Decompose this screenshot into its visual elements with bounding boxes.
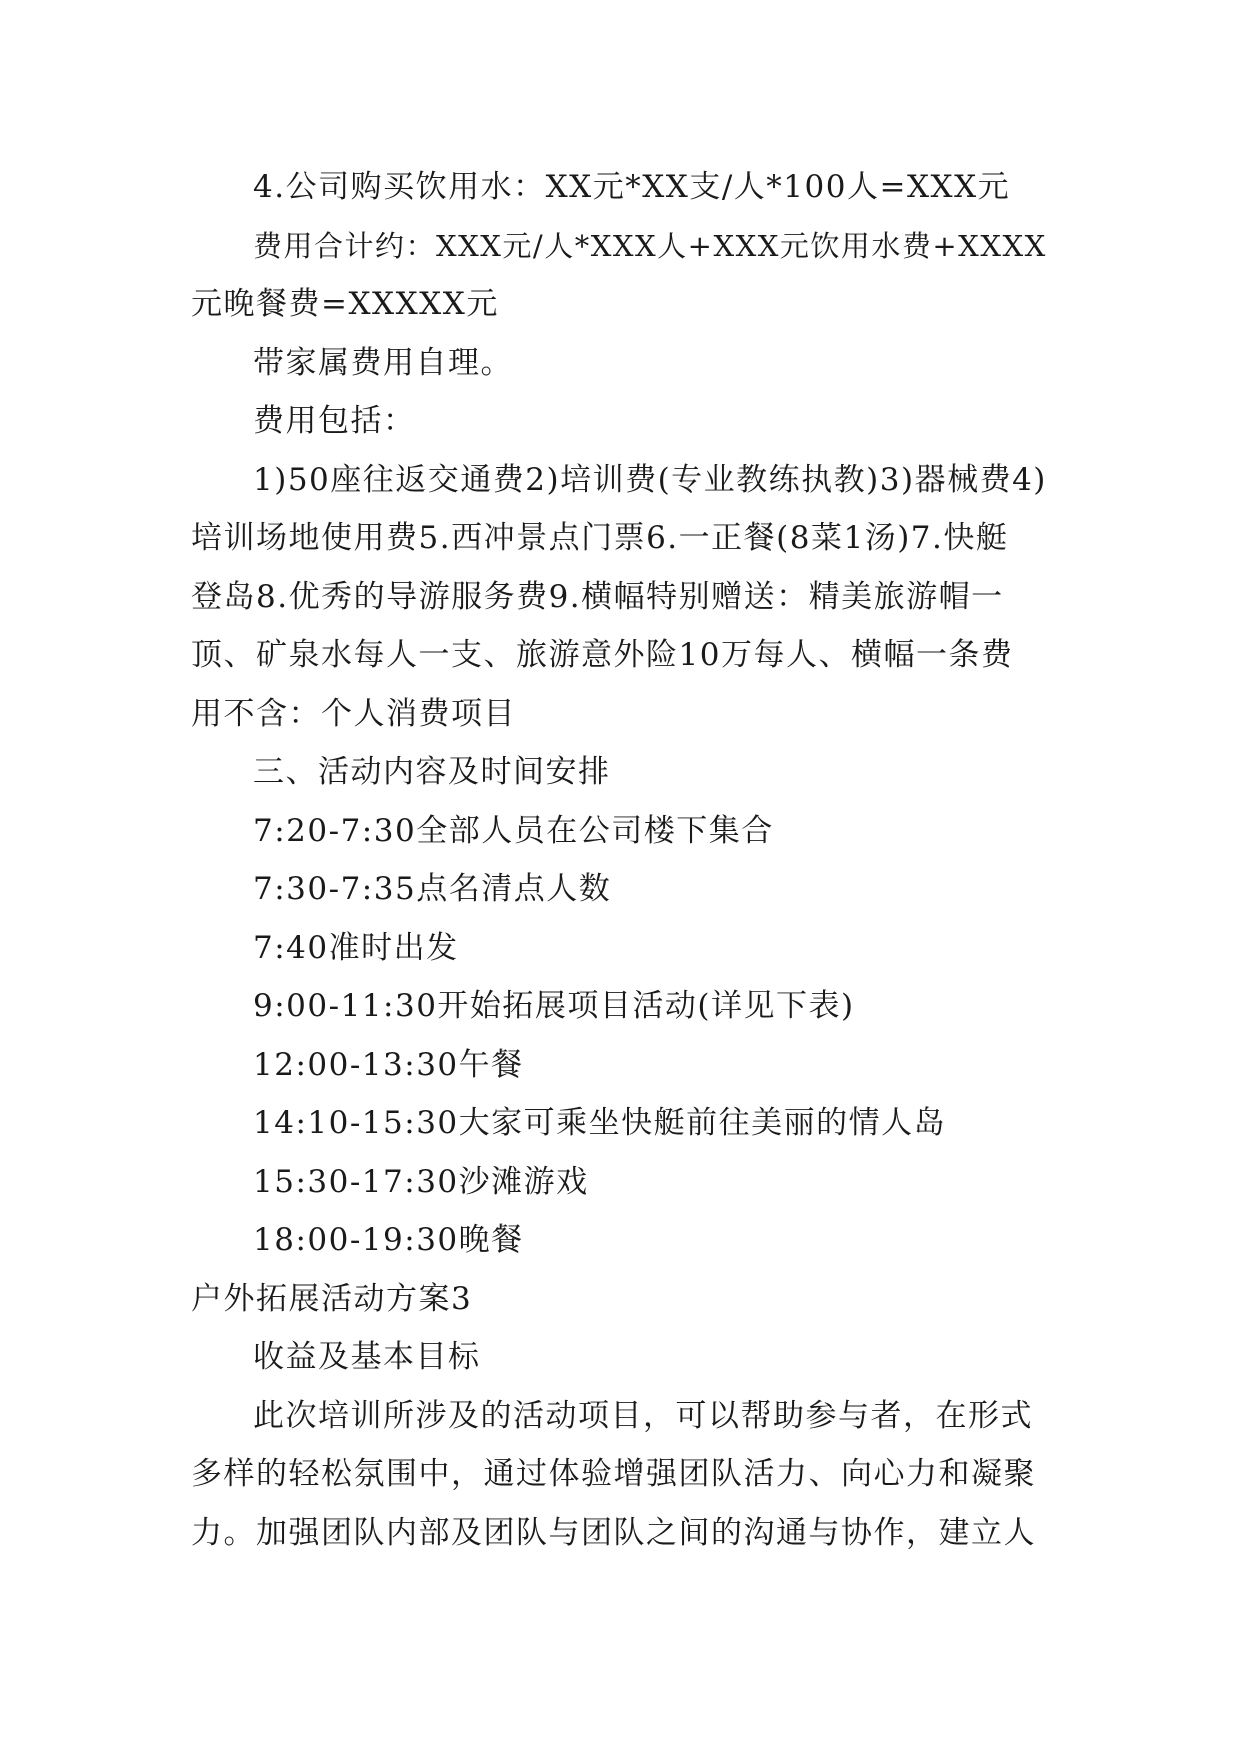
schedule-item: 14:10-15:30大家可乘坐快艇前往美丽的情人岛 [253, 1105, 947, 1141]
text-line: 此次培训所涉及的活动项目，可以帮助参与者，在形式 [253, 1397, 1033, 1434]
text-line: 登岛8.优秀的导游服务费9.横幅特别赠送：精美旅游帽一 [191, 578, 1004, 615]
document-body [191, 158, 1051, 1562]
text-line: 多样的轻松氛围中，通过体验增强团队活力、向心力和凝聚 [191, 1456, 1036, 1492]
text-line: 1)50座往返交通费2)培训费(专业教练执教)3)器械费4) [253, 461, 1047, 498]
schedule-item: 7:40准时出发 [253, 929, 459, 966]
text-line: 用不含：个人消费项目 [191, 695, 516, 732]
schedule-item: 12:00-13:30午餐 [253, 1046, 524, 1083]
text-line: 4.公司购买饮用水：XX元*XX支/人*100人=XXX元 [253, 169, 1011, 205]
schedule-item: 7:30-7:35点名清点人数 [253, 871, 612, 907]
schedule-item: 18:00-19:30晚餐 [253, 1222, 524, 1258]
text-line: 费用包括： [253, 403, 416, 439]
text-line: 力。加强团队内部及团队与团队之间的沟通与协作，建立人 [191, 1514, 1036, 1551]
text-line: 费用合计约：XXX元/人*XXX人+XXX元饮用水费+XXXX [253, 228, 1047, 263]
schedule-item: 15:30-17:30沙滩游戏 [253, 1163, 589, 1200]
text-line: 元晚餐费=XXXXX元 [191, 286, 499, 322]
text-line: 带家属费用自理。 [253, 344, 513, 381]
document-title: 户外拓展活动方案3 [191, 1280, 473, 1317]
text-line: 培训场地使用费5.西冲景点门票6.一正餐(8菜1汤)7.快艇 [191, 520, 1009, 556]
text-line: 顶、矿泉水每人一支、旅游意外险10万每人、横幅一条费 [191, 637, 1014, 673]
section-heading: 收益及基本目标 [253, 1339, 481, 1375]
schedule-item: 7:20-7:30全部人员在公司楼下集合 [253, 812, 774, 849]
schedule-item: 9:00-11:30开始拓展项目活动(详见下表) [253, 988, 855, 1024]
section-heading: 三、活动内容及时间安排 [253, 754, 611, 790]
